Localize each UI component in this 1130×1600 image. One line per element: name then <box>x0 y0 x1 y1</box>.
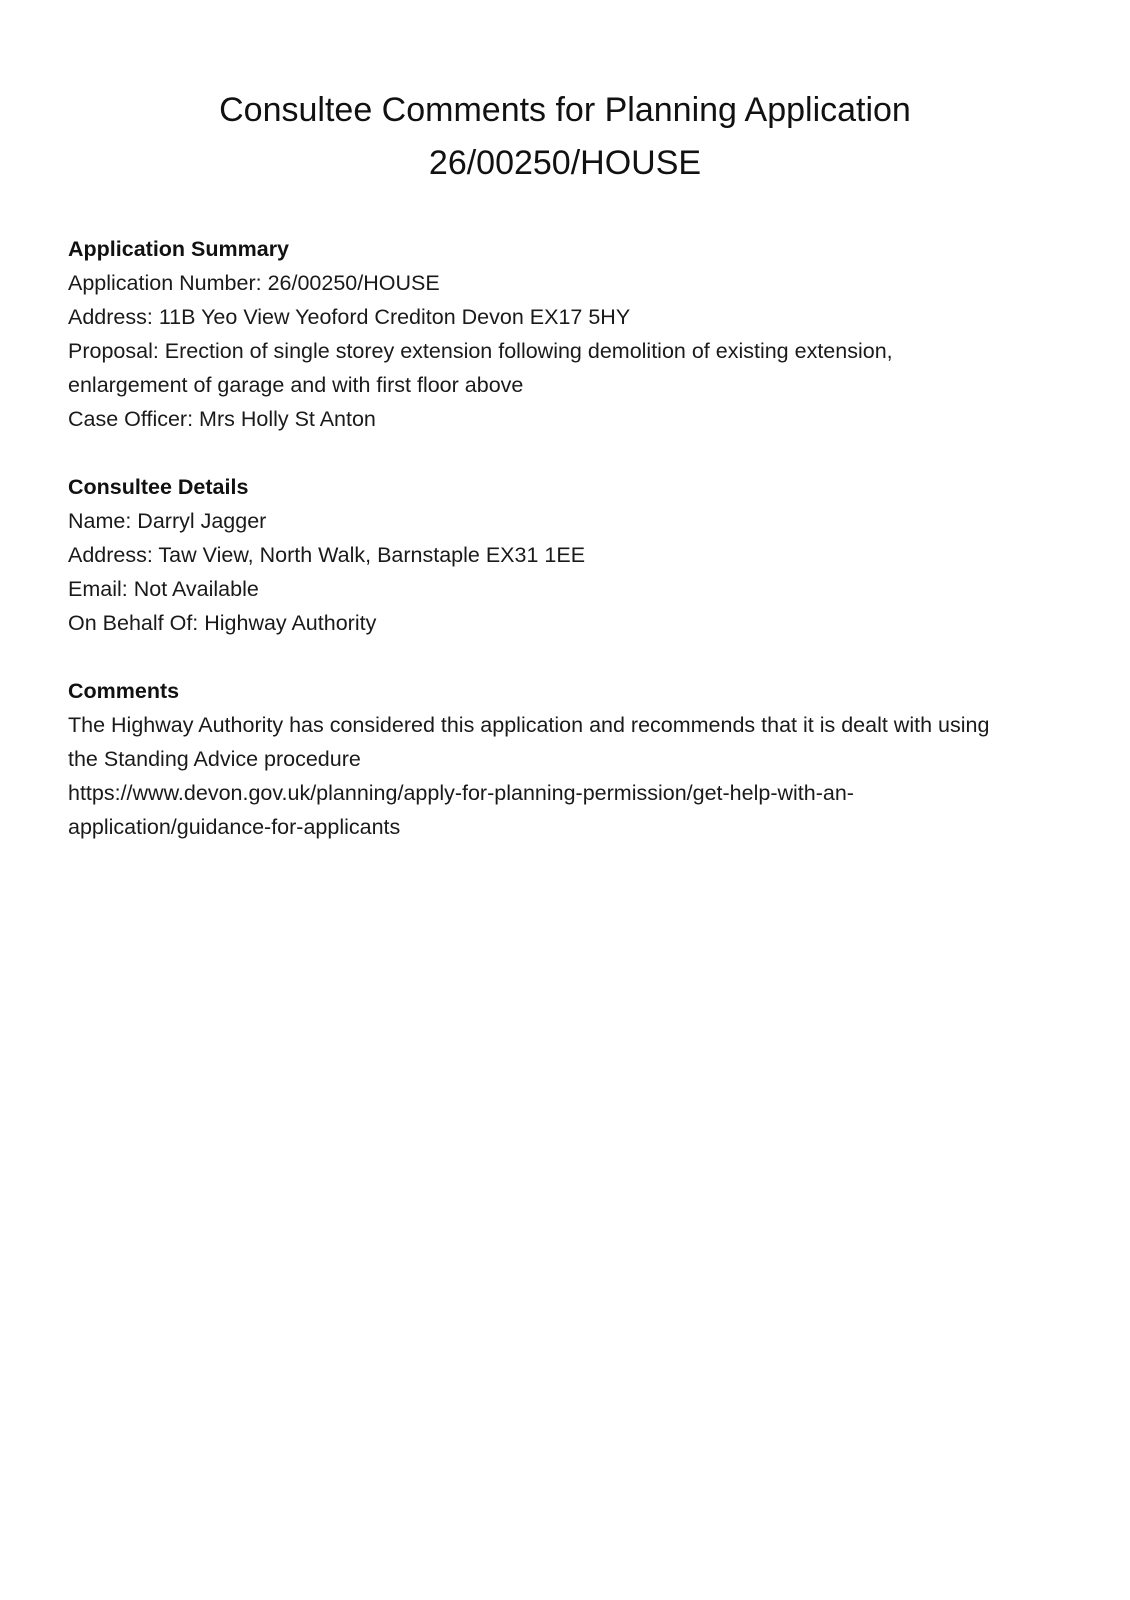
case-officer: Case Officer: Mrs Holly St Anton <box>68 407 376 431</box>
consultee-on-behalf-of: On Behalf Of: Highway Authority <box>68 611 377 635</box>
consultee-details-heading: Consultee Details <box>68 475 249 499</box>
consultee-details-section <box>68 470 1068 640</box>
consultee-name: Name: Darryl Jagger <box>68 509 267 533</box>
application-address: Address: 11B Yeo View Yeoford Crediton Devon EX17 5HY <box>68 305 631 329</box>
proposal-line-1: Proposal: Erection of single storey extension following demolition of existing extension, <box>68 339 893 363</box>
proposal-line-2: enlargement of garage and with first floor above <box>68 373 524 397</box>
application-number: Application Number: 26/00250/HOUSE <box>68 271 440 295</box>
comment-link-line-1: https://www.devon.gov.uk/planning/apply-for-planning-permission/get-help-with-an- <box>68 781 854 805</box>
title-line-2: 26/00250/HOUSE <box>428 144 702 182</box>
comments-section <box>68 674 1068 844</box>
comment-link-line-2: application/guidance-for-applicants <box>68 815 401 839</box>
application-summary-section <box>68 232 1068 436</box>
application-summary-heading: Application Summary <box>68 237 290 261</box>
comment-line-1: The Highway Authority has considered this application and recommends that it is dealt with using <box>68 713 990 737</box>
comment-line-2: the Standing Advice procedure <box>68 747 361 771</box>
comments-heading: Comments <box>68 679 180 703</box>
consultee-address: Address: Taw View, North Walk, Barnstaple EX31 1EE <box>68 543 586 567</box>
document-body <box>68 232 1068 878</box>
page-title <box>0 84 1130 190</box>
title-line-1: Consultee Comments for Planning Application <box>219 91 911 129</box>
consultee-email: Email: Not Available <box>68 577 259 601</box>
